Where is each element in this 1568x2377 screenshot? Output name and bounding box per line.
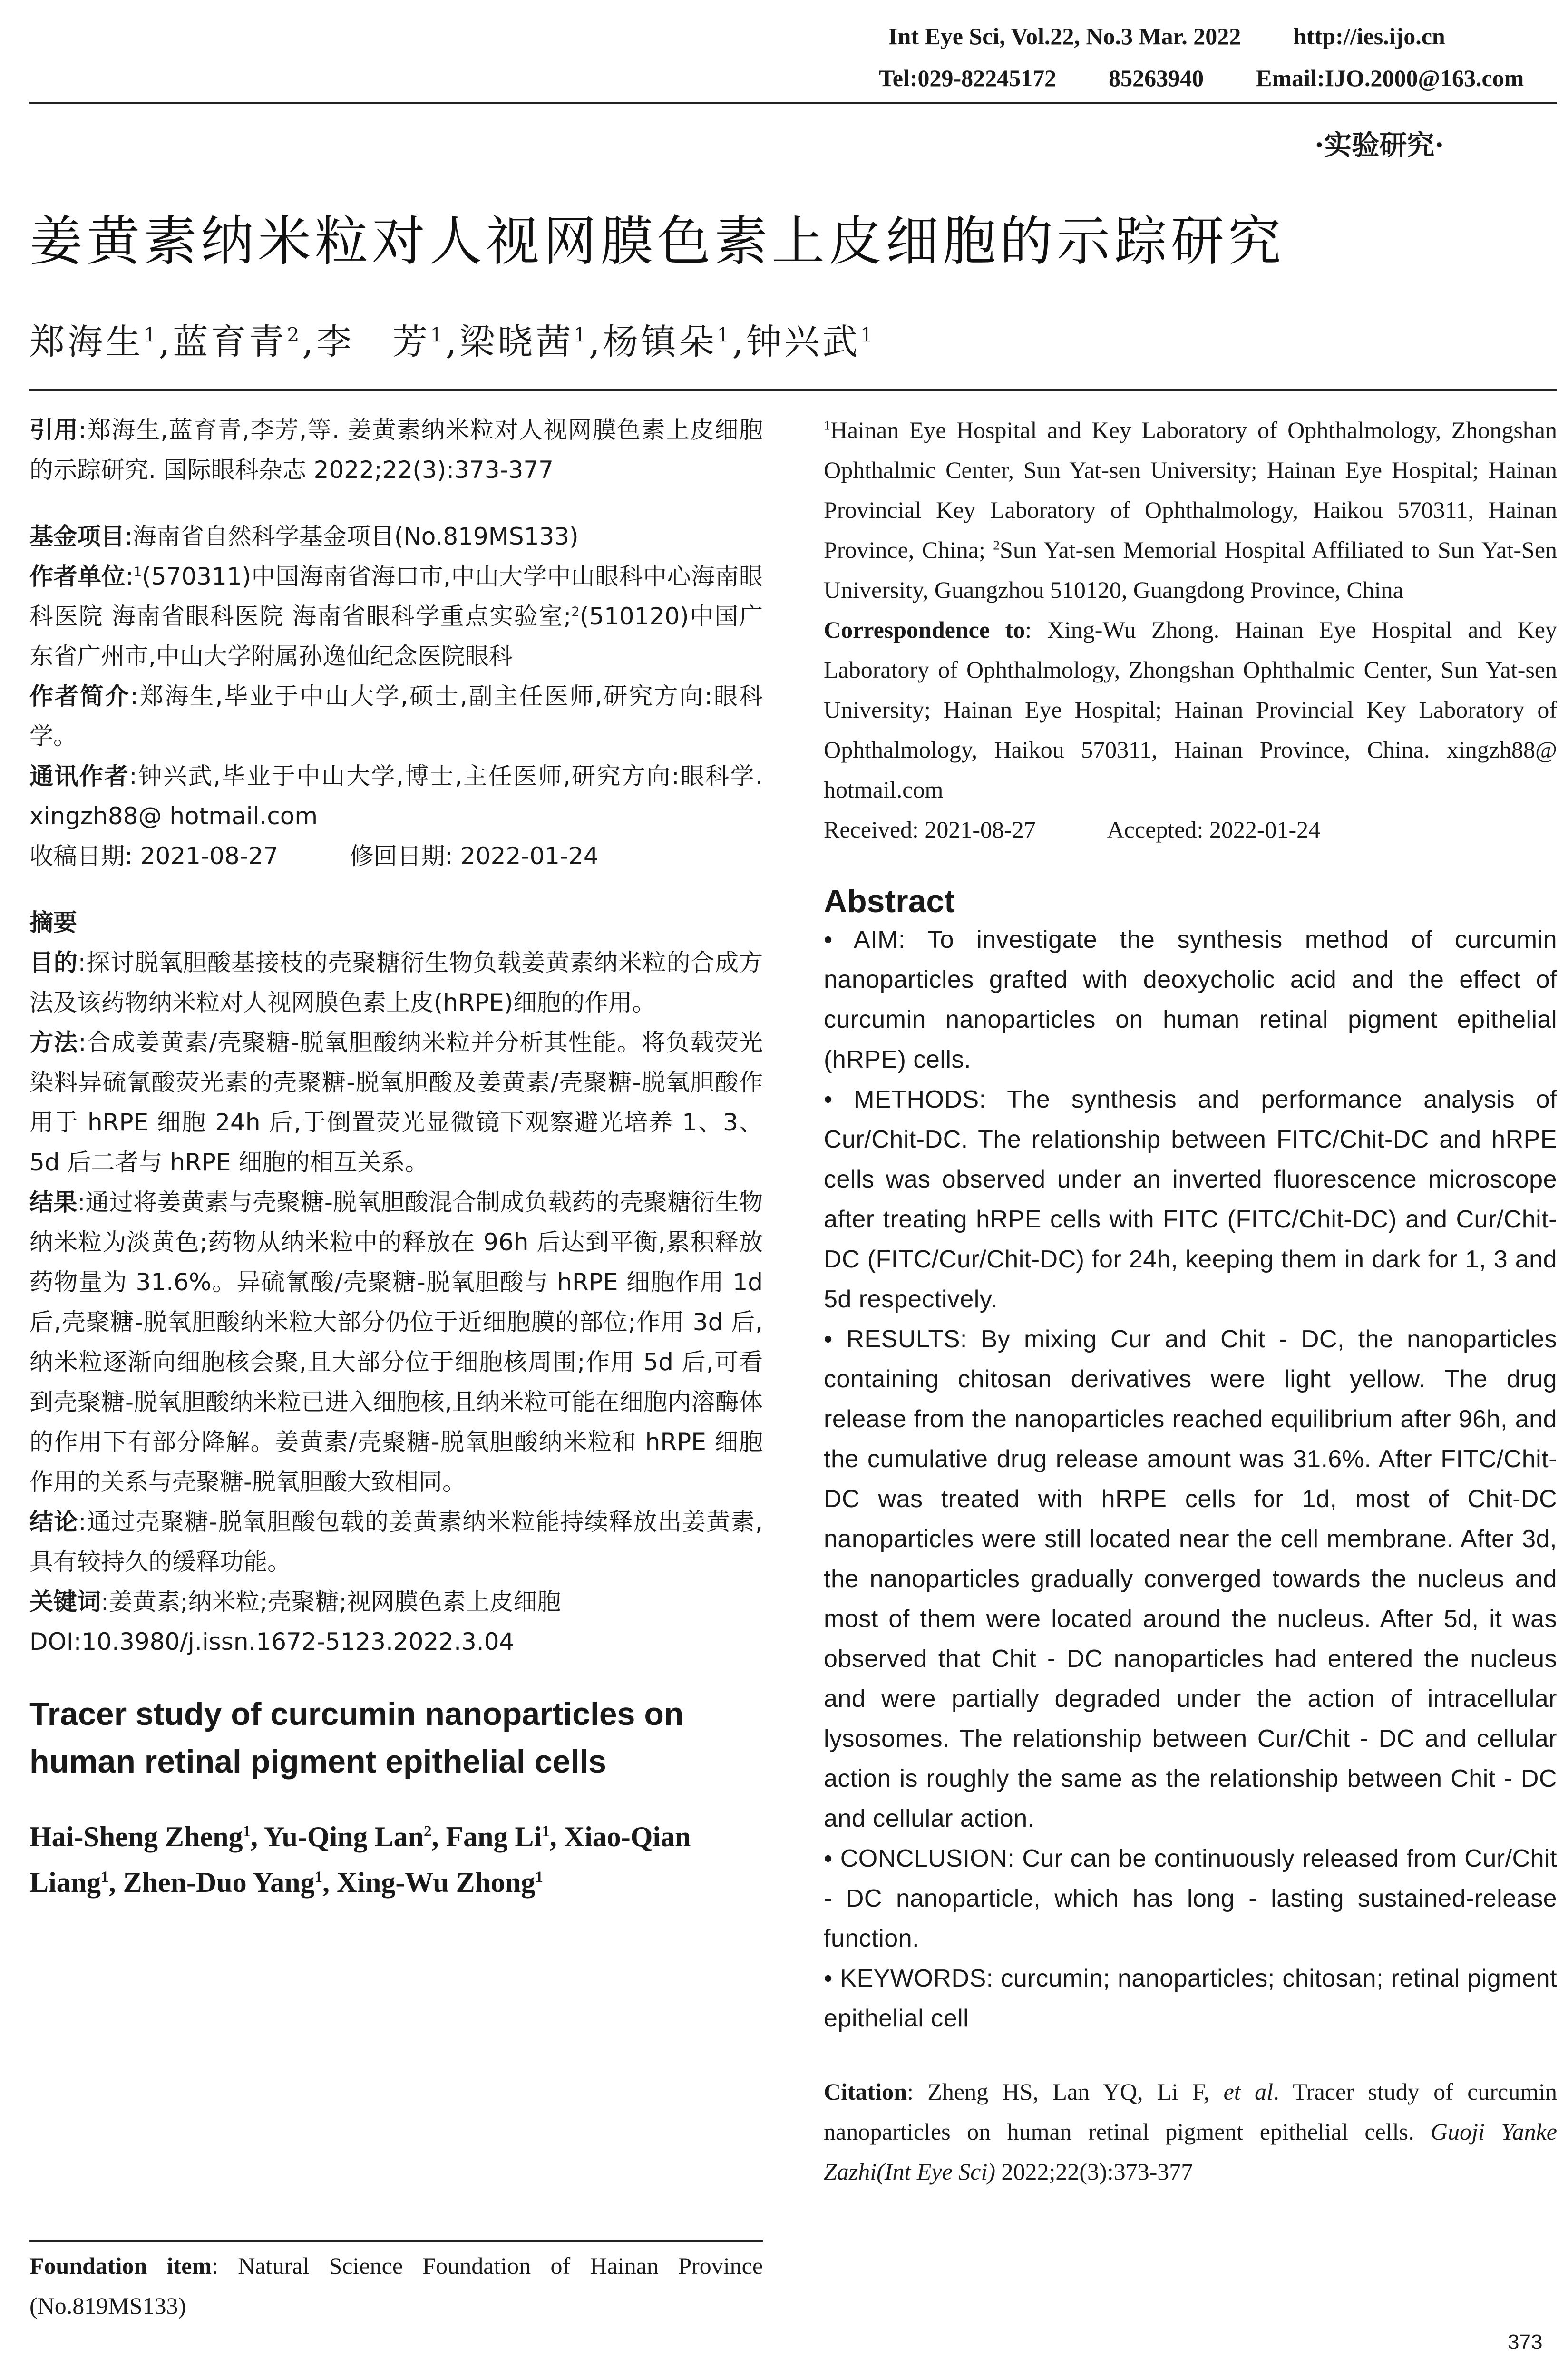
abstract-conclusion: • CONCLUSION: Cur can be continuously released from Cur/Chit - DC nanoparticle, which has long - lasting sustained-release function. [824, 1845, 1557, 1952]
affil-sup: 1 [860, 323, 876, 347]
affil-sup: 1 [430, 323, 446, 347]
affil-sup: 2 [287, 323, 302, 347]
left-column [29, 410, 763, 1905]
author: 李 芳 [316, 321, 430, 362]
affil-sup: 1 [574, 323, 589, 347]
section-tag: ·实验研究· [1315, 129, 1444, 161]
english-authors: Hai-Sheng Zheng$^1$, Yu-Qing Lan$^2$, Fang Li$^1$, Xiao-Qian Liang$^1$, Zhen-Duo Yang$^1$, Xing-Wu Zhong$^1$ [29, 1821, 691, 1898]
affiliations: $^1$Hainan Eye Hospital and Key Laboratory of Ophthalmology, Zhongshan Ophthalmic Center, Sun Yat-sen University; Hainan Eye Hospital; Hainan Provincial Key Laboratory of Ophthalmology, Haikou 570311, Hainan Province, China; $^2$Sun Yat-sen Memorial Hospital Affiliated to Sun Yat-Sen University, Guangzhou 510120, Guangdong Province, China [824, 417, 1558, 603]
chinese-title: 姜黄素纳米粒对人视网膜色素上皮细胞的示踪研究 [29, 211, 1285, 273]
cn-dates: 收稿日期: 2021-08-27 修回日期: 2022-01-24 [29, 842, 599, 870]
cn-aim: 目的:探讨脱氧胆酸基接枝的壳聚糖衍生物负载姜黄素纳米粒的合成方法及该药物纳米粒对人视网膜色素上皮(hRPE)细胞的作用。 [29, 949, 763, 1016]
foundation-item: Foundation item: Natural Science Foundation of Hainan Province (No.819MS133) [29, 2252, 763, 2319]
cn-results: 结果:通过将姜黄素与壳聚糖-脱氧胆酸混合制成负载药的壳聚糖衍生物纳米粒为淡黄色;药物从纳米粒中的释放在 96h 后达到平衡,累积释放药物量为 31.6%。异硫氰酸/壳聚糖-脱氧胆酸与 hRPE 细胞作用 1d 后,壳聚糖-脱氧胆酸纳米粒大部分仍位于近细胞膜的部位;作用 3d 后,纳米粒逐渐向细胞核会聚,且大部分位于细胞核周围;作用 5d 后,可看到壳聚糖-脱氧胆酸纳米粒已进入细胞核,且纳米粒可能在细胞内溶酶体的作用下有部分降解。姜黄素/壳聚糖-脱氧胆酸纳米粒和 hRPE 细胞作用的关系与壳聚糖-脱氧胆酸大致相同。 [29, 1188, 763, 1496]
cn-author-bio: 作者简介:郑海生,毕业于中山大学,硕士,副主任医师,研究方向:眼科学。 [29, 682, 763, 750]
chinese-authors: 郑海生$^1$,蓝育青$^2$,李 芳$^1$,梁晓茜$^1$,杨镇朵$^1$,钟兴武$^1$ [29, 321, 876, 362]
abstract-aim: • AIM: To investigate the synthesis method of curcumin nanoparticles grafted with deoxycholic acid and the effect of curcumin nanoparticles on human retinal pigment epithelial (hRPE) cells. [824, 926, 1557, 1073]
running-header [888, 19, 1445, 53]
cn-conclusion: 结论:通过壳聚糖-脱氧胆酸包载的姜黄素纳米粒能持续释放出姜黄素,具有较持久的缓释功能。 [29, 1508, 763, 1576]
foundation-rule [29, 2240, 763, 2242]
received-dates: Received: 2021-08-27 Accepted: 2022-01-24 [824, 816, 1321, 843]
author: 钟兴武 [746, 321, 861, 362]
cn-keywords: 关键词:姜黄素;纳米粒;壳聚糖;视网膜色素上皮细胞 [29, 1588, 561, 1616]
author: 蓝育青 [173, 321, 287, 362]
cn-fund: 基金项目:海南省自然科学基金项目(No.819MS133) [29, 523, 579, 550]
cn-correspondence: 通讯作者:钟兴武,毕业于中山大学,博士,主任医师,研究方向:眼科学. xingzh88@ hotmail.com [29, 762, 763, 830]
cn-citation: 引用:郑海生,蓝育青,李芳,等. 姜黄素纳米粒对人视网膜色素上皮细胞的示踪研究. 国际眼科杂志 2022;22(3):373-377 [29, 416, 763, 484]
doi[interactable]: DOI:10.3980/j.issn.1672-5123.2022.3.04 [29, 1628, 515, 1656]
journal-issue: Int Eye Sci, Vol.22, No.3 Mar. 2022 [888, 23, 1241, 49]
cn-affiliation: 作者单位:$^1$(570311)中国海南省海口市,中山大学中山眼科中心海南眼科医院 海南省眼科医院 海南省眼科学重点实验室;$^2$(510120)中国广东省广州市,中山大学附属孙逸仙纪念医院眼科 [29, 563, 763, 670]
journal-url[interactable]: http://ies.ijo.cn [1293, 23, 1445, 49]
abstract-results: • RESULTS: By mixing Cur and Chit - DC, the nanoparticles containing chitosan derivatives were light yellow. The drug release from the nanoparticles reached equilibrium after 96h, and the cumulative drug release amount was 31.6%. After FITC/Chit-DC was treated with hRPE cells for 1d, most of Chit-DC nanoparticles were still located near the cell membrane. After 3d, the nanoparticles gradually converged towards the nucleus and most of them were located around the nucleus. After 5d, it was observed that Chit - DC nanoparticles had entered the nucleus and were partially degraded under the action of intracellular lysosomes. The relationship between Cur/Chit - DC and cellular action is roughly the same as the relationship between Chit - DC and cellular action. [824, 1325, 1557, 1832]
foundation-block [29, 2246, 763, 2326]
right-column [824, 410, 1557, 2192]
abstract-heading: Abstract [824, 883, 955, 919]
abstract-methods: • METHODS: The synthesis and performance analysis of Cur/Chit-DC. The relationship between FITC/Chit-DC and hRPE cells was observed under an inverted fluorescence microscope after treating hRPE cells with FITC (FITC/Chit-DC) and Cur/Chit-DC (FITC/Cur/Chit-DC) for 24h, keeping them in dark for 1, 3 and 5d respectively. [824, 1086, 1557, 1313]
cn-abstract-label: 摘要 [29, 909, 77, 936]
affil-sup: 1 [717, 323, 732, 347]
correspondence: Correspondence to: Xing-Wu Zhong. Hainan Eye Hospital and Key Laboratory of Ophthalmology, Zhongshan Ophthalmic Center, Sun Yat-sen University; Hainan Eye Hospital; Hainan Provincial Key Laboratory of Ophthalmology, Haikou 570311, Hainan Province, China. xingzh88@ hotmail.com [824, 616, 1557, 803]
header-tel: Tel:029-82245172 [879, 65, 1057, 91]
abstract-keywords: • KEYWORDS: curcumin; nanoparticles; chitosan; retinal pigment epithelial cell [824, 1965, 1557, 2032]
author: 梁晓茜 [459, 321, 574, 362]
page-number: 373 [1508, 2330, 1543, 2354]
author: 杨镇朵 [603, 321, 717, 362]
header-email[interactable]: Email:IJO.2000@163.com [1256, 65, 1524, 91]
affil-sup: 1 [144, 323, 159, 347]
title-rule [29, 389, 1557, 391]
header-tel2: 85263940 [1109, 65, 1204, 91]
contact-header [879, 61, 1524, 95]
author: 郑海生 [29, 321, 144, 362]
english-title: Tracer study of curcumin nanoparticles on human retinal pigment epithelial cells [29, 1696, 684, 1780]
cn-methods: 方法:合成姜黄素/壳聚糖-脱氧胆酸纳米粒并分析其性能。将负载荧光染料异硫氰酸荧光素的壳聚糖-脱氧胆酸及姜黄素/壳聚糖-脱氧胆酸作用于 hRPE 细胞 24h 后,于倒置荧光显微镜下观察避光培养 1、3、5d 后二者与 hRPE 细胞的相互关系。 [29, 1029, 763, 1176]
citation: Citation: Zheng HS, Lan YQ, Li F, et al. Tracer study of curcumin nanoparticles on human retinal pigment epithelial cells. Guoji Yanke Zazhi(Int Eye Sci) 2022;22(3):373-377 [824, 2078, 1558, 2185]
header-rule [29, 102, 1557, 104]
